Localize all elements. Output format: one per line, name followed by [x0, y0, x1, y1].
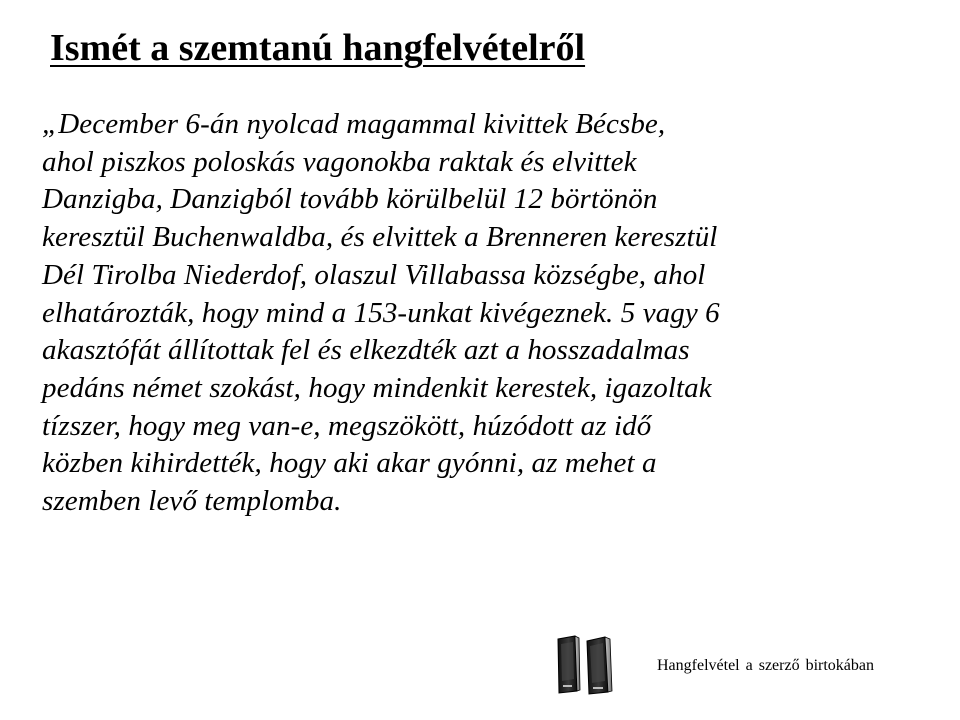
- quote-line: Dél Tirolba Niederdof, olaszul Villabassa községbe, ahol: [42, 258, 706, 291]
- quote-line: „December 6-án nyolcad magammal kivittek Bécsbe,: [42, 108, 666, 140]
- speakers-icon[interactable]: [555, 635, 617, 695]
- quote-line: tízszer, hogy meg van-e, megszökött, húzódott az idő: [42, 409, 652, 442]
- quote-line: akasztófát állítottak fel és elkezdték azt a hosszadalmas: [42, 334, 690, 367]
- quote-line: szemben levő templomba.: [42, 485, 342, 518]
- quote-line: közben kihirdették, hogy aki akar gyónni, az mehet a: [42, 447, 657, 480]
- recording-caption: Hangfelvétel a szerző birtokában: [657, 657, 875, 674]
- quote-line: elhatározták, hogy mind a 153-unkat kivégeznek. 5 vagy 6: [42, 296, 720, 329]
- quote-line: keresztül Buchenwaldba, és elvittek a Brenneren keresztül: [42, 221, 718, 254]
- quote-line: pedáns német szokást, hogy mindenkit kerestek, igazoltak: [42, 371, 712, 404]
- quote-text: [42, 106, 942, 521]
- slide-title: Ismét a szemtanú hangfelvételről: [50, 27, 586, 69]
- quote-line: Danzigba, Danzigból tovább körülbelül 12 börtönön: [42, 183, 658, 216]
- quote-line: ahol piszkos poloskás vagonokba raktak és elvittek: [42, 145, 637, 178]
